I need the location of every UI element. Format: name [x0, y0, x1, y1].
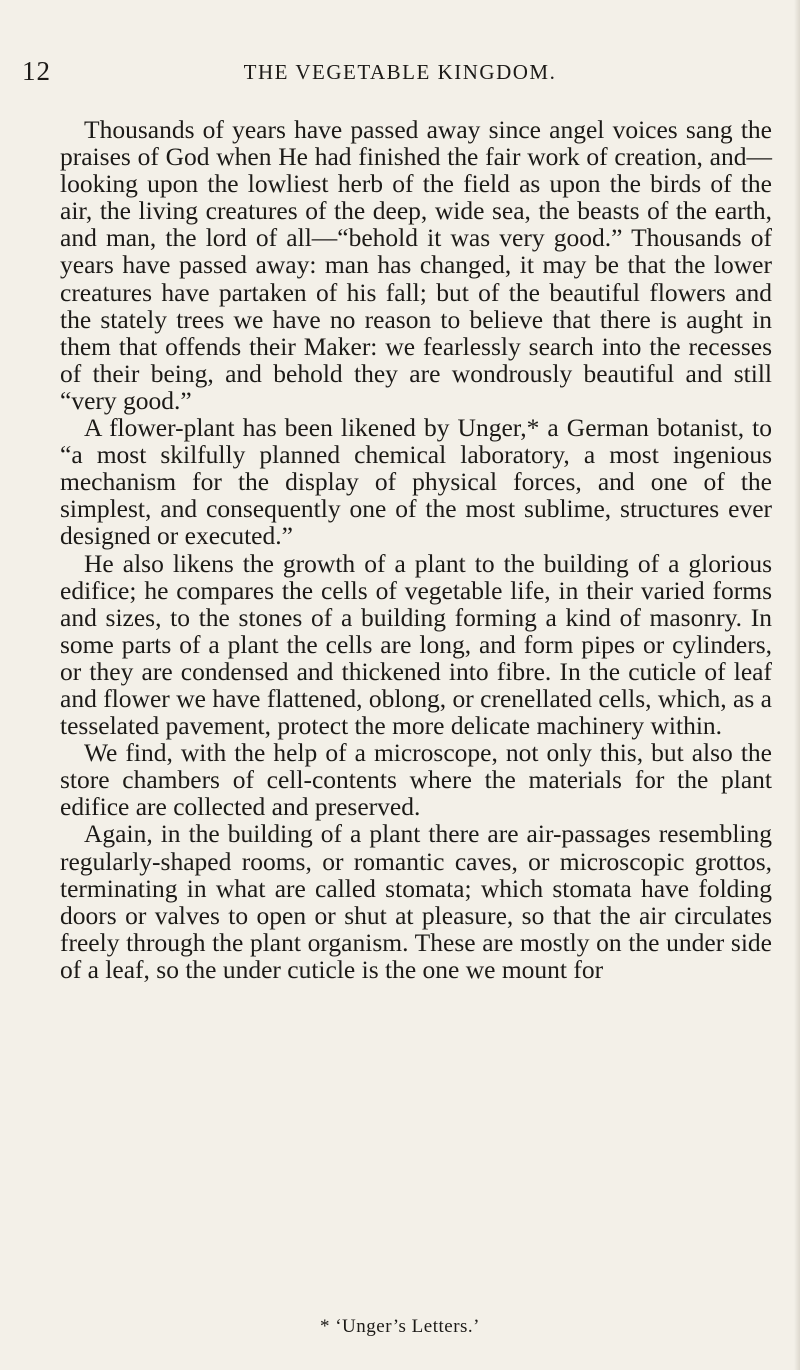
page-number: 12	[22, 56, 51, 86]
paragraph-1: Thousands of years have passed away since angel voices sang the praises of God when He had finished the fair work of creation, and—looking upon the lowliest herb of the field as upon the birds of the air, the living creatures of the deep, wide sea, the beasts of the earth, and man, the lord of all—“behold it was very good.” Thousands of years have passed away: man has changed, it may be that the lower creatures have partaken of his fall; but of the beautiful flowers and the stately trees we have no reason to believe that there is aught in them that offends their Maker: we fearlessly search into the recesses of their being, and behold they are wondrously beautiful and still “very good.”	[60, 115, 772, 415]
paragraph-4: We find, with the help of a microscope, not only this, but also the store chambers of cell-contents where the materials for the plant edifice are collected and preserved.	[60, 738, 772, 822]
footnote: * ‘Unger’s Letters.’	[319, 1316, 480, 1337]
running-title: THE VEGETABLE KINGDOM.	[243, 60, 557, 84]
body-text	[60, 116, 772, 983]
paragraph-5: Again, in the building of a plant there are air-passages resembling regularly-shaped rooms, or romantic caves, or microscopic grottos, terminating in what are called stomata; which stomata have folding doors or valves to open or shut at pleasure, so that the air circulates freely through the plant organism. These are mostly on the under side of a leaf, so the under cuticle is the one we mount for	[60, 819, 772, 984]
paragraph-3: He also likens the growth of a plant to the building of a glorious edifice; he compares the cells of vegetable life, in their varied forms and sizes, to the stones of a building forming a kind of masonry. In some parts of a plant the cells are long, and form pipes or cylinders, or they are condensed and thickened into fibre. In the cuticle of leaf and flower we have flattened, oblong, or crenellated cells, which, as a tesselated pavement, protect the more delicate machinery within.	[60, 548, 772, 741]
page-edge	[794, 0, 800, 1370]
page-header	[0, 56, 800, 96]
paragraph-2: A flower-plant has been likened by Unger,* a German botanist, to “a most skilfully planned chemical laboratory, a most ingenious mechanism for the display of physical forces, and one of the simplest, and consequently one of the most sublime, structures ever designed or executed.”	[60, 413, 772, 551]
